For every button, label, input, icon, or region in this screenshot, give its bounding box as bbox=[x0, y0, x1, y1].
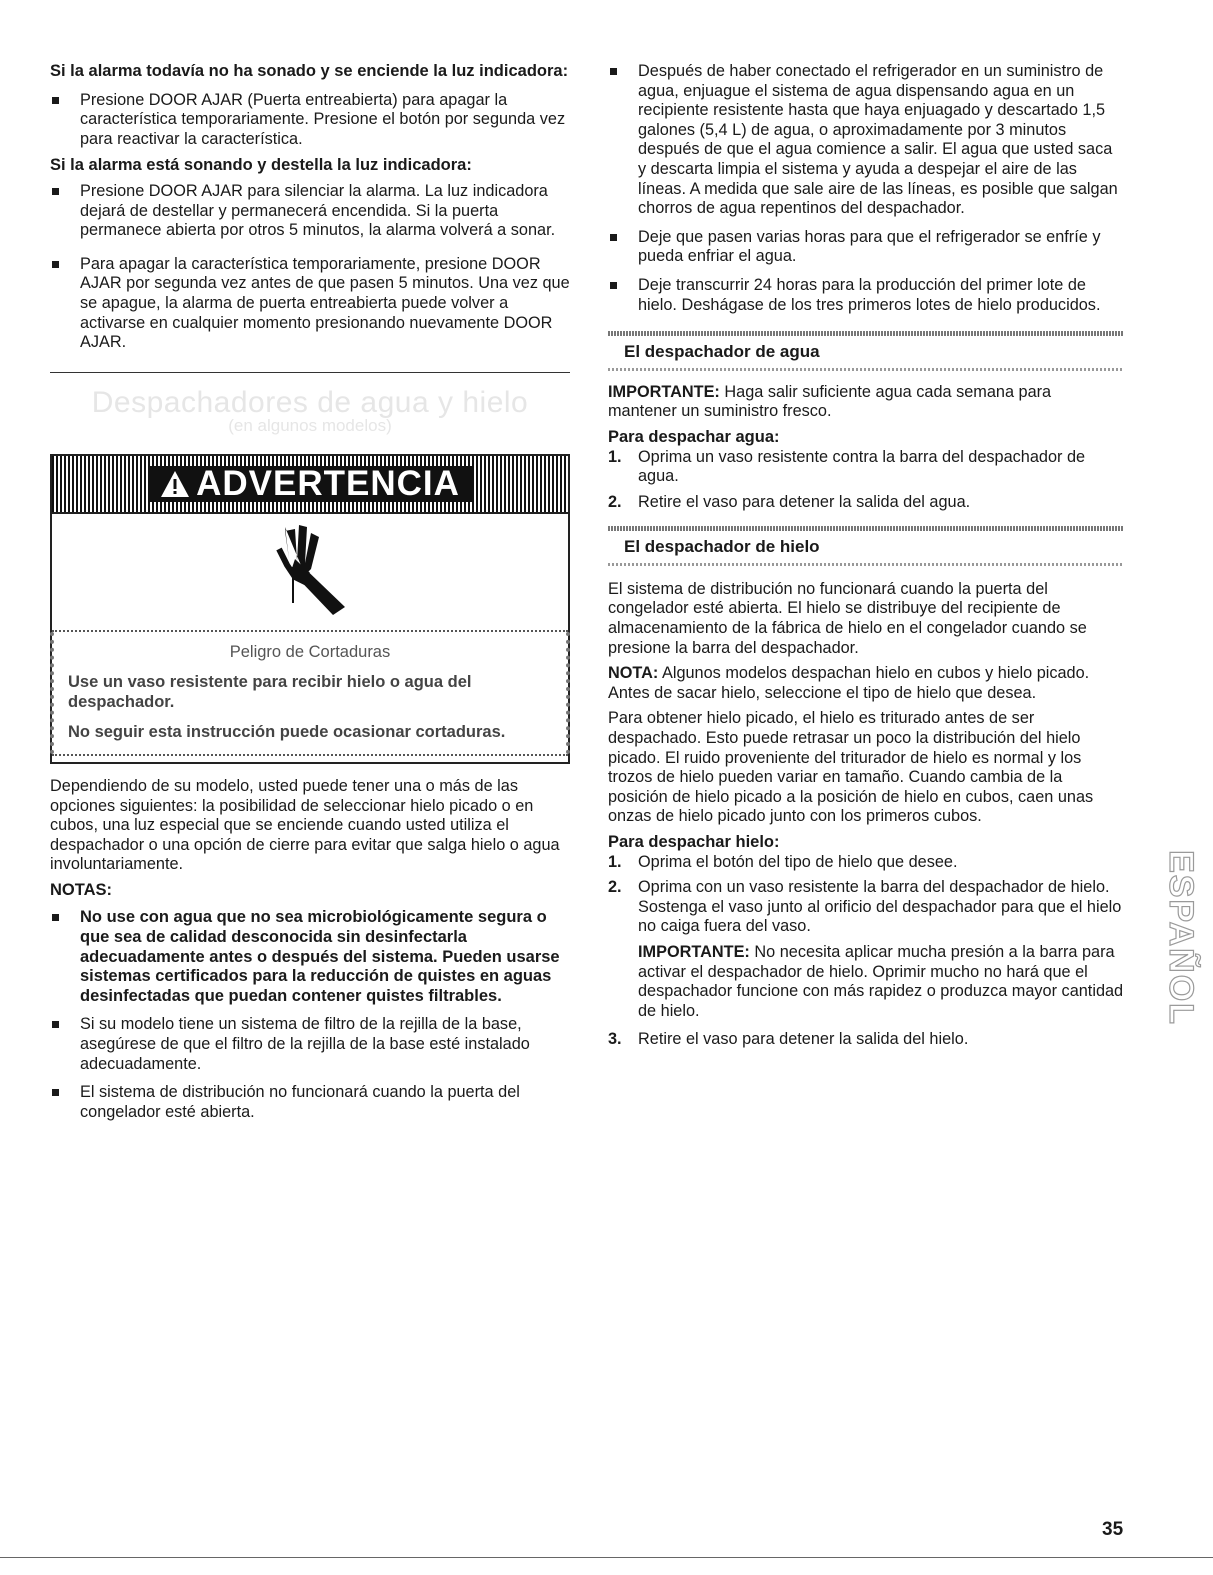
cut-hazard-icon bbox=[265, 519, 355, 625]
side-label: ESPAÑOL bbox=[1162, 850, 1200, 1026]
list-item: 1. Oprima un vaso resistente contra la barra del despachador de agua. bbox=[608, 447, 1086, 486]
ice-dispenser-title: El despachador de hielo bbox=[624, 537, 820, 557]
list-item: 3. Retire el vaso para detener la salida del hielo. bbox=[608, 1030, 969, 1049]
list-item: Presione DOOR AJAR (Puerta entreabierta) para apagar la característica temporariamente. Presione el botón por segunda vez para reactivar la característica. bbox=[50, 91, 570, 150]
page-number: 35 bbox=[1102, 1519, 1124, 1540]
warning-consequence: No seguir esta instrucción puede ocasionar cortaduras. bbox=[68, 722, 506, 741]
warning-title: ADVERTENCIA bbox=[148, 466, 472, 502]
notes-heading: NOTAS: bbox=[50, 880, 113, 899]
list-item: Para apagar la característica temporariamente, presione DOOR AJAR por segunda vez antes de que pasen 5 minutos. Una vez que se apague, la alarma de puerta entreabierta puede volver a activarse en cualquier momento presionando nuevamente DOOR AJAR. bbox=[50, 255, 570, 353]
section-subtitle: (en algunos modelos) bbox=[228, 416, 392, 436]
warning-header bbox=[52, 456, 568, 514]
ice-note: NOTA: Algunos modelos despachan hielo en cubos y hielo picado. Antes de sacar hielo, seleccione el tipo de hielo que desea. bbox=[608, 664, 1090, 702]
language-side-tab bbox=[1150, 818, 1200, 1058]
list-item: El sistema de distribución no funcionará cuando la puerta del congelador esté abierta. bbox=[50, 1083, 570, 1122]
dispense-water-heading: Para despachar agua: bbox=[608, 427, 780, 446]
list-item: 2. Oprima con un vaso resistente la barra del despachador de hielo. Sostenga el vaso junto al orificio del despachador para que el hielo no caiga fuera del vaso. bbox=[608, 878, 1122, 936]
alarm-not-sounded-heading: Si la alarma todavía no ha sonado y se enciende la luz indicadora: bbox=[50, 62, 569, 80]
right-column bbox=[608, 62, 1124, 1050]
warning-triangle-icon bbox=[160, 470, 190, 498]
list-item: No use con agua que no sea microbiológicamente segura o que sea de calidad desconocida sin desinfectarla adecuadamente antes o después del sistema. Pueden usarse sistemas certificados para la reducción de quistes en aguas desinfectadas que puedan contener quistes filtrables. bbox=[50, 908, 570, 1006]
list-item: Deje que pasen varias horas para que el refrigerador se enfríe y pueda enfriar el agua. bbox=[608, 228, 1124, 267]
list-item: Después de haber conectado el refrigerador en un suministro de agua, enjuague el sistema de agua dispensando agua en un recipiente resistente hasta que haya enjuagado y descartado 1,5 galones (5,4 L) de agua, o aproximadamente por 3 minutos después de que el agua comience a salir. El agua que usted saca y descarta limpia el sistema y ayuda a despejar el aire de las líneas. A medida que sale aire de las líneas, es posible que salgan chorros de agua repentinos del despachador. bbox=[608, 62, 1124, 219]
ice-paragraph: El sistema de distribución no funcionará cuando la puerta del congelador esté abierta. El hielo se distribuye del recipiente de almacenamiento de la fábrica de hielo en el congelador cuando se presione la barra del despachador. bbox=[608, 579, 1087, 657]
list-item: 2. Retire el vaso para detener la salida del agua. bbox=[608, 492, 971, 511]
warning-box bbox=[50, 454, 570, 764]
left-column bbox=[50, 62, 570, 1122]
list-item: Presione DOOR AJAR para silenciar la alarma. La luz indicadora dejará de destellar y permanecerá encendida. Si la puerta permanece abierta por otros 5 minutos, la alarma volverá a sonar. bbox=[50, 182, 570, 241]
section-title-block bbox=[50, 385, 570, 436]
dispense-ice-heading: Para despachar hielo: bbox=[608, 833, 780, 851]
water-dispenser-title: El despachador de agua bbox=[624, 342, 820, 362]
ice-important: IMPORTANTE: No necesita aplicar mucha presión a la barra para activar el despachador de hielo. Oprimir mucho no hará que el despachador funcione con más rapidez o produzca mayor cantidad de hielo. bbox=[638, 942, 1124, 1020]
water-dispenser-section bbox=[608, 331, 1124, 371]
warning-instruction: Use un vaso resistente para recibir hielo o agua del despachador. bbox=[68, 672, 472, 711]
warning-picture bbox=[52, 514, 568, 632]
crushed-ice-paragraph: Para obtener hielo picado, el hielo es triturado antes de ser despachado. Esto puede retrasar un poco la distribución del hielo picado. El ruido proveniente del triturador de hielo es normal y los trozos de hielo pueden variar en tamaño. Cuando cambia de la posición de hielo picado a la posición de hielo en cubos, caen unas onzas de hielo picado junto con los primeros cubos. bbox=[608, 709, 1094, 826]
ice-dispenser-section bbox=[608, 526, 1124, 566]
dispenser-intro: Dependiendo de su modelo, usted puede tener una o más de las opciones siguientes: la posibilidad de seleccionar hielo picado o en cubos, una luz especial que se enciende cuando usted utiliza el despachador o una opción de cierre para evitar que salga hielo o agua involuntariamente. bbox=[50, 776, 560, 874]
list-item: Deje transcurrir 24 horas para la producción del primer lote de hielo. Deshágase de los tres primeros lotes de hielo producidos. bbox=[608, 276, 1124, 315]
alarm-sounding-heading: Si la alarma está sonando y destella la luz indicadora: bbox=[50, 156, 472, 175]
list-item: 1. Oprima el botón del tipo de hielo que desee. bbox=[608, 852, 958, 871]
warning-body bbox=[50, 632, 570, 754]
section-divider bbox=[50, 372, 570, 373]
hazard-name: Peligro de Cortaduras bbox=[229, 642, 391, 661]
water-important: IMPORTANTE: Haga salir suficiente agua cada semana para mantener un suministro fresco. bbox=[608, 382, 1052, 421]
list-item: Si su modelo tiene un sistema de filtro de la rejilla de la base, asegúrese de que el filtro de la rejilla de la base esté instalado adecuadamente. bbox=[50, 1015, 570, 1074]
page-bottom-rule bbox=[0, 1557, 1213, 1558]
section-title: Despachadores de agua y hielo bbox=[91, 385, 529, 419]
